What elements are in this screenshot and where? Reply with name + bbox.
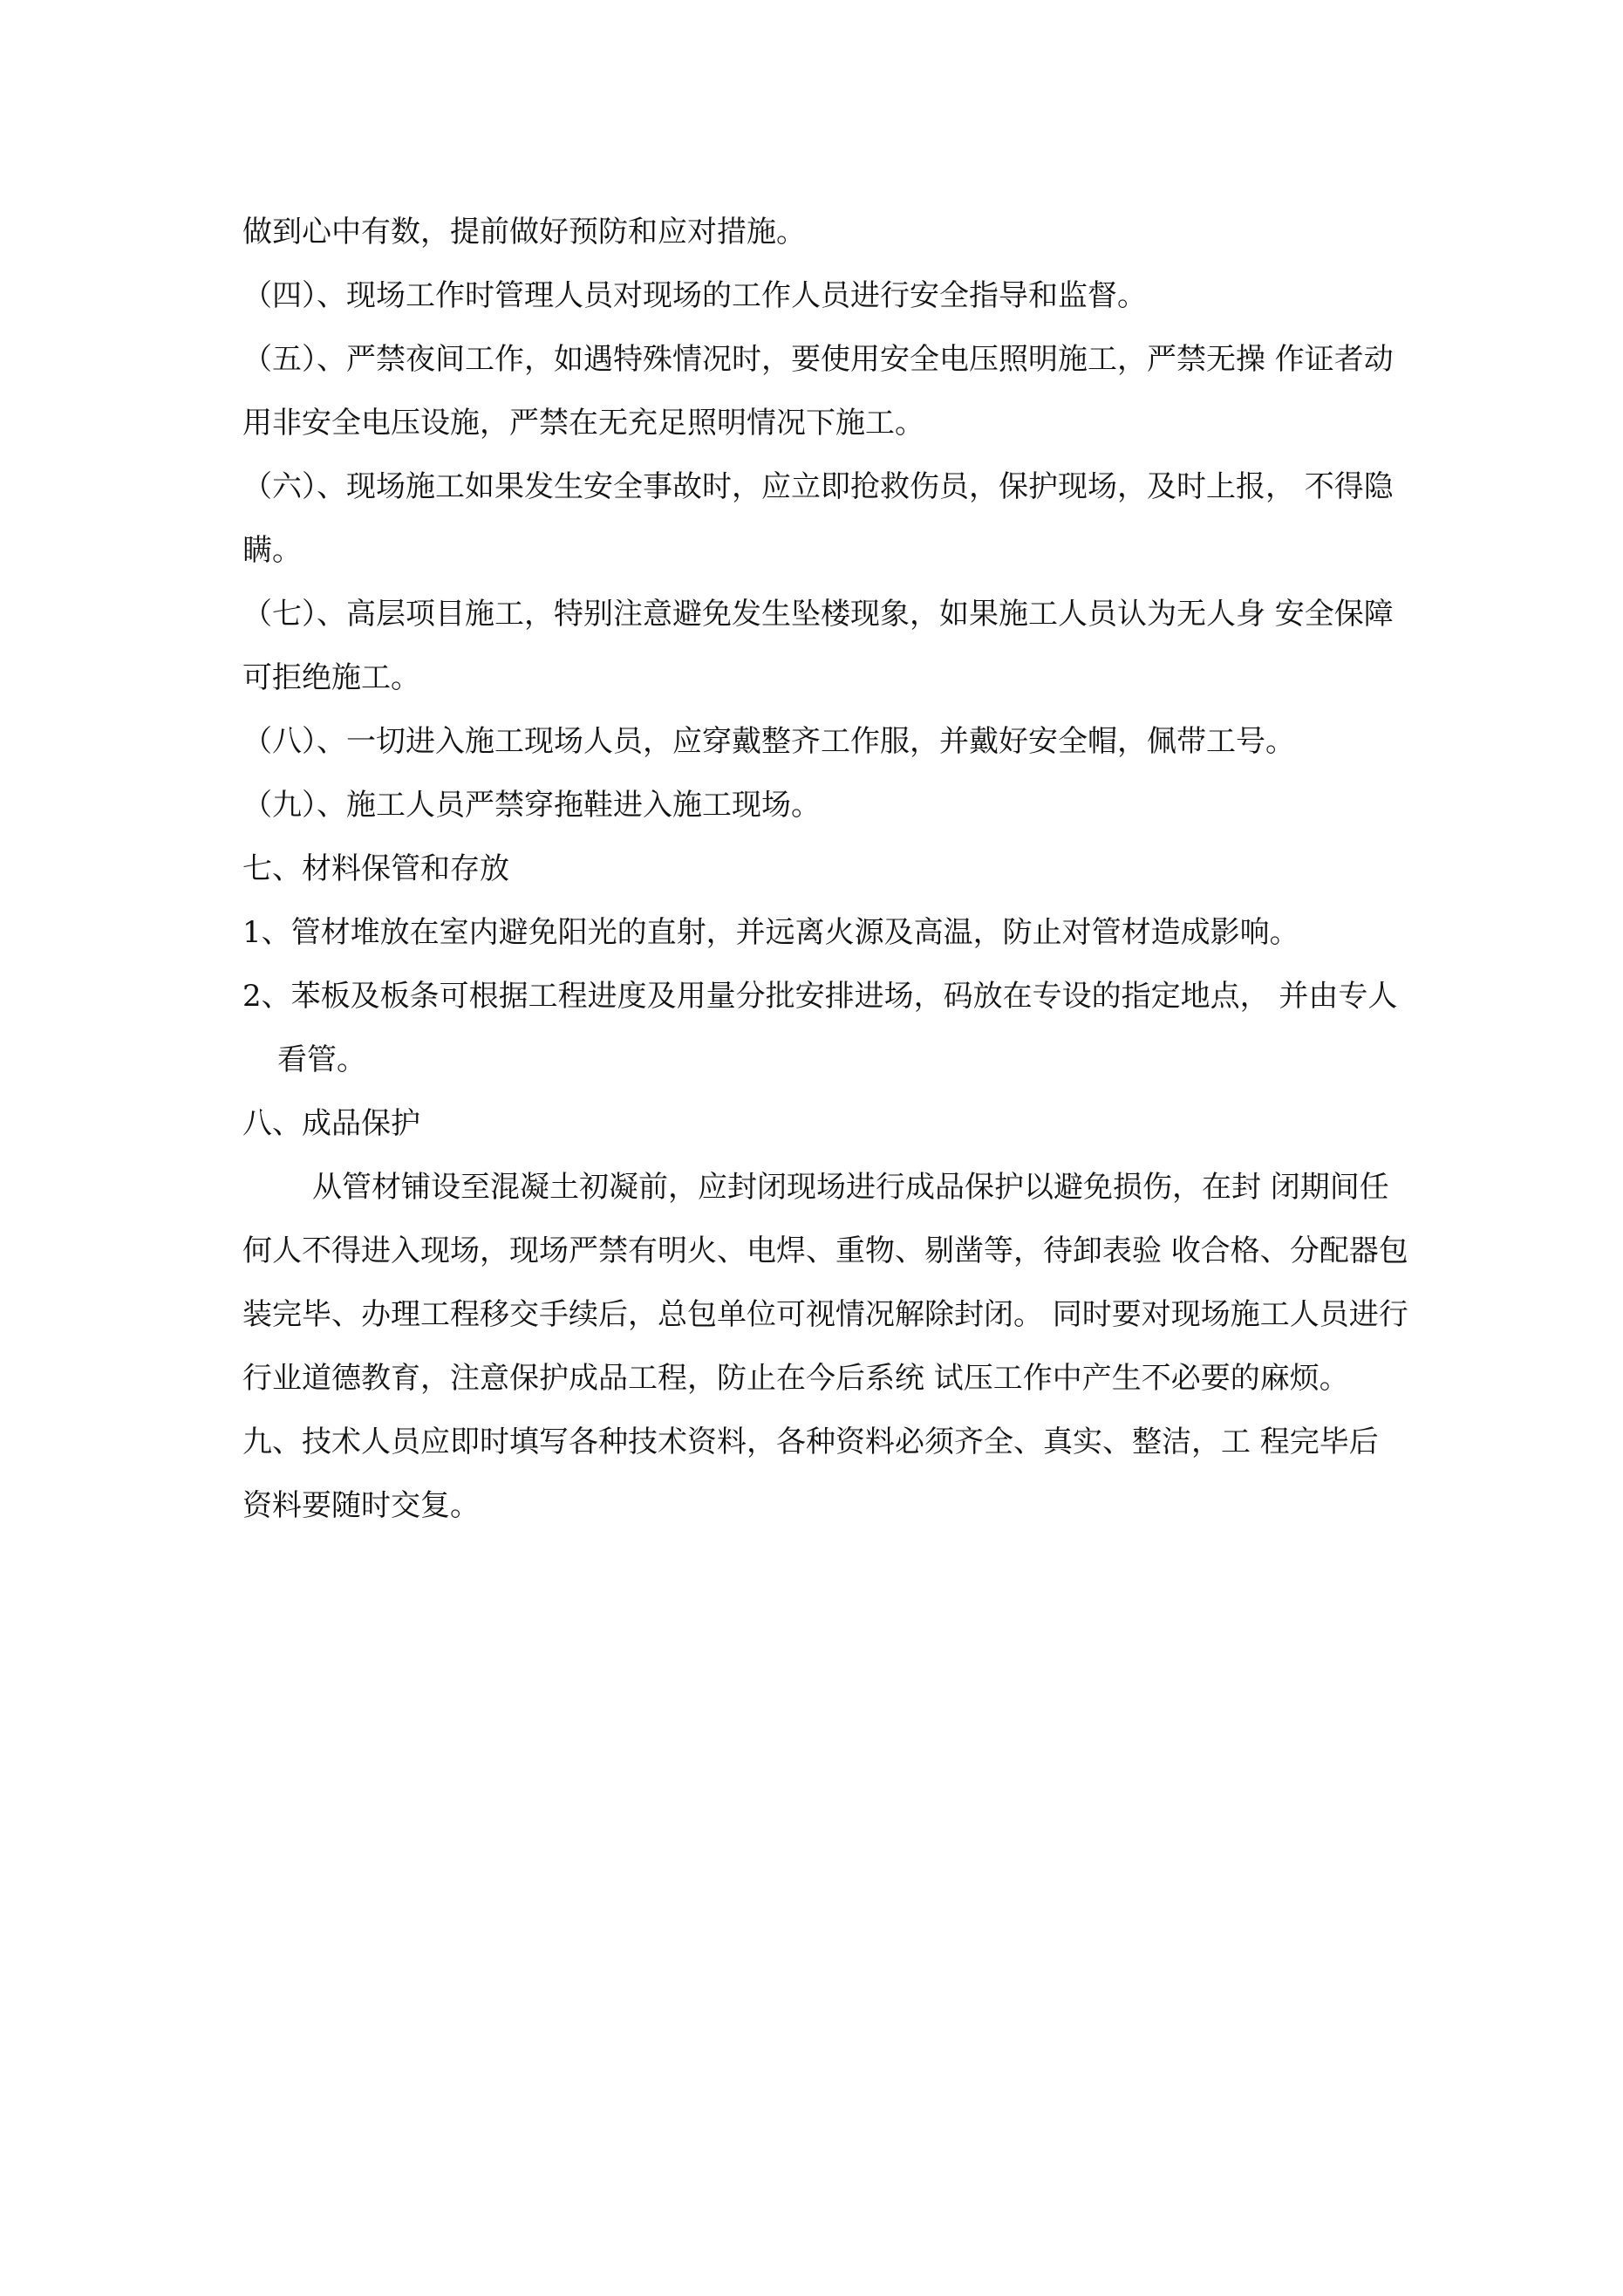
paragraph-line: 何人不得进入现场，现场严禁有明火、电焊、重物、剔凿等，待卸表验 收合格、分配器包 (242, 1233, 1408, 1268)
text-line: 用非安全电压设施，严禁在无充足照明情况下施工。 (242, 406, 924, 441)
text-line: 瞒。 (242, 533, 302, 568)
list-item-6: （六）、现场施工如果发生安全事故时，应立即抢救伤员，保护现场，及时上报， 不得隐 (242, 469, 1394, 504)
text-line: 可拒绝施工。 (242, 660, 420, 695)
text-line: 做到心中有数，提前做好预防和应对措施。 (242, 215, 806, 249)
list-item-5: （五）、严禁夜间工作，如遇特殊情况时，要使用安全电压照明施工，严禁无操 作证者动 (242, 342, 1394, 377)
list-item-4: （四）、现场工作时管理人员对现场的工作人员进行安全指导和监督。 (242, 278, 1147, 313)
paragraph-line: 行业道德教育，注意保护成品工程，防止在今后系统 试压工作中产生不必要的麻烦。 (242, 1361, 1349, 1396)
list-item-8: （八）、一切进入施工现场人员，应穿戴整齐工作服，并戴好安全帽，佩带工号。 (242, 724, 1295, 759)
section-heading-9: 九、技术人员应即时填写各种技术资料，各种资料必须齐全、真实、整洁，工 程完毕后 (242, 1425, 1379, 1459)
document-body (242, 201, 1446, 1538)
text-line: 资料要随时交复。 (242, 1488, 480, 1523)
numbered-item-1: 1、管材堆放在室内避免阳光的直射，并远离火源及高温，防止对管材造成影响。 (242, 915, 1299, 950)
paragraph-line: 从管材铺设至混凝土初凝前，应封闭现场进行成品保护以避免损伤，在封 闭期间任 (312, 1170, 1389, 1205)
paragraph-line: 装完毕、办理工程移交手续后，总包单位可视情况解除封闭。 同时要对现场施工人员进行 (242, 1297, 1408, 1332)
section-heading-7: 七、材料保管和存放 (242, 851, 509, 886)
section-heading-8: 八、成品保护 (242, 1106, 420, 1141)
list-item-9: （九）、施工人员严禁穿拖鞋进入施工现场。 (242, 788, 821, 823)
text-line: 看管。 (277, 1042, 366, 1077)
list-item-7: （七）、高层项目施工，特别注意避免发生坠楼现象，如果施工人员认为无人身 安全保障 (242, 597, 1394, 632)
numbered-item-2: 2、苯板及板条可根据工程进度及用量分批安排进场，码放在专设的指定地点， 并由专人 (242, 979, 1398, 1014)
